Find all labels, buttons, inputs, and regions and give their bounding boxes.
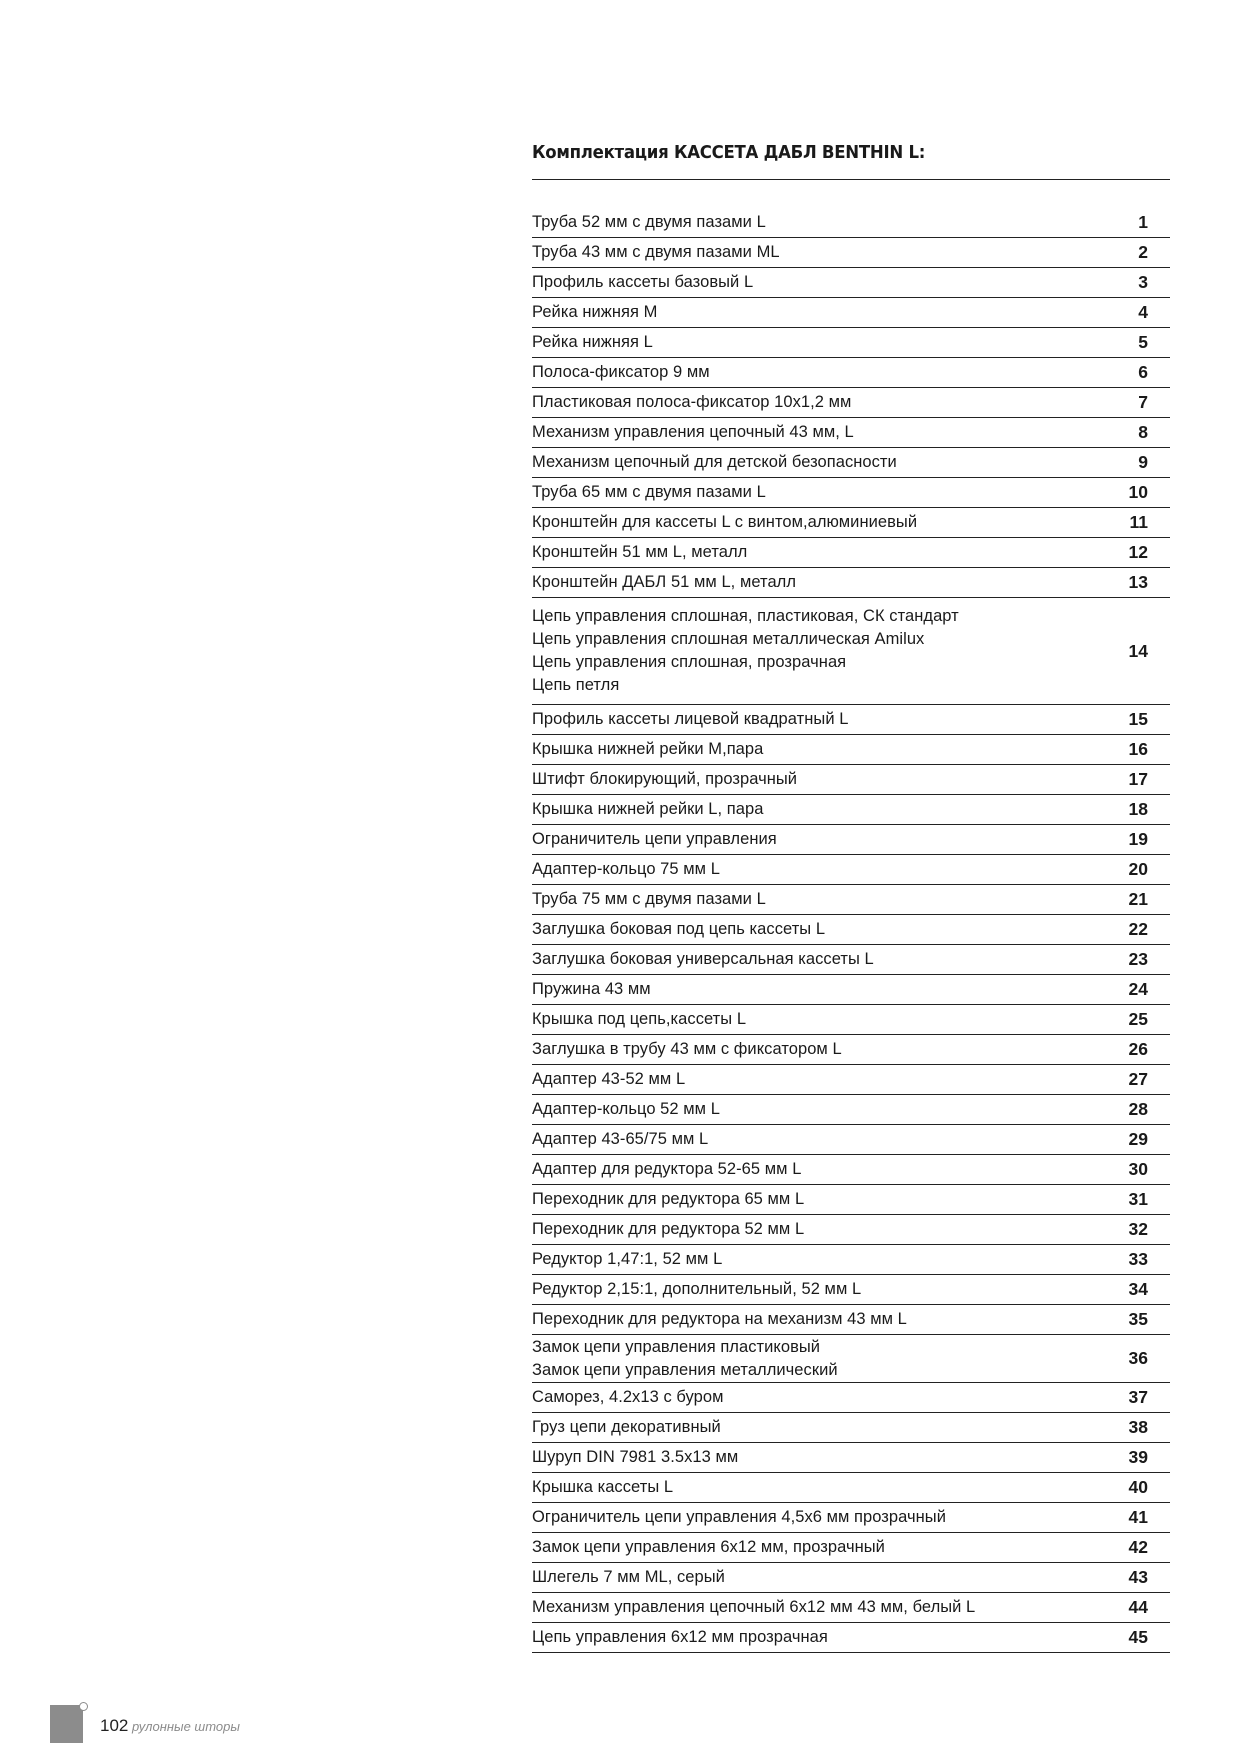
- list-item: [532, 1413, 1170, 1443]
- page-title: Комплектация КАССЕТА ДАБЛ BENTHIN L:: [532, 142, 926, 163]
- item-description: [532, 1128, 1088, 1151]
- item-description: [532, 1308, 1088, 1331]
- item-description-line: Саморез, 4.2х13 с буром: [532, 1388, 724, 1406]
- item-number: 39: [1128, 1447, 1148, 1467]
- item-description: [532, 1476, 1088, 1499]
- item-description-line: Груз цепи декоративный: [532, 1418, 721, 1436]
- item-description: [532, 1098, 1088, 1121]
- item-description-line: Редуктор 1,47:1, 52 мм L: [532, 1250, 723, 1268]
- item-description-line: Труба 43 мм с двумя пазами ML: [532, 243, 780, 261]
- item-number: 21: [1128, 889, 1148, 909]
- item-description-line: Профиль кассеты базовый L: [532, 273, 754, 291]
- item-number: 30: [1128, 1159, 1148, 1179]
- item-description: [532, 1536, 1088, 1559]
- item-number: 16: [1128, 739, 1148, 759]
- item-number: 14: [1128, 640, 1148, 661]
- item-description: [532, 708, 1088, 731]
- footer-marker: [50, 1705, 83, 1743]
- item-description-line: Кронштейн ДАБЛ 51 мм L, металл: [532, 573, 797, 591]
- item-description: [532, 1188, 1088, 1211]
- item-description: [532, 1248, 1088, 1271]
- item-description-line: Профиль кассеты лицевой квадратный L: [532, 710, 849, 728]
- list-item: [532, 855, 1170, 885]
- item-number: 22: [1128, 919, 1148, 939]
- item-number: 34: [1128, 1279, 1148, 1299]
- item-description: [532, 768, 1088, 791]
- item-description-line: Крышка кассеты L: [532, 1478, 674, 1496]
- item-description: [532, 571, 1088, 594]
- item-description-line: Пружина 43 мм: [532, 980, 651, 998]
- item-description-line: Рейка нижняя L: [532, 333, 653, 351]
- list-item: [532, 208, 1170, 238]
- item-description-line: Цепь управления 6х12 мм прозрачная: [532, 1628, 828, 1646]
- page-number: 102: [100, 1716, 129, 1735]
- components-list: [532, 208, 1170, 1653]
- item-description-line: Кронштейн 51 мм L, металл: [532, 543, 748, 561]
- item-number: 26: [1128, 1039, 1148, 1059]
- item-number: 24: [1128, 979, 1148, 999]
- item-description: [532, 241, 1088, 264]
- item-number: 36: [1128, 1348, 1148, 1368]
- item-description: [532, 511, 1088, 534]
- item-description: [532, 301, 1088, 324]
- item-number: 20: [1128, 859, 1148, 879]
- item-number: 9: [1138, 452, 1148, 472]
- item-description: [532, 918, 1088, 941]
- item-description: [532, 1626, 1088, 1649]
- item-description: [532, 541, 1088, 564]
- list-item: [532, 735, 1170, 765]
- item-number: 6: [1138, 362, 1148, 382]
- item-description: [532, 948, 1088, 971]
- list-item: [532, 598, 1170, 705]
- item-description-line: Шуруп DIN 7981 3.5х13 мм: [532, 1448, 739, 1466]
- item-description-line: Адаптер 43-65/75 мм L: [532, 1130, 709, 1148]
- list-item: [532, 1383, 1170, 1413]
- list-item: [532, 975, 1170, 1005]
- list-item: [532, 1125, 1170, 1155]
- item-description: [532, 481, 1088, 504]
- item-number: 10: [1128, 482, 1148, 502]
- item-description-line: Замок цепи управления металлический: [532, 1360, 838, 1379]
- item-description-line: Полоса-фиксатор 9 мм: [532, 363, 710, 381]
- list-item: [532, 388, 1170, 418]
- item-description: [532, 978, 1088, 1001]
- item-description: [532, 605, 1088, 697]
- list-item: [532, 1245, 1170, 1275]
- list-item: [532, 1335, 1170, 1383]
- item-description: [532, 421, 1088, 444]
- item-description-line: Шлегель 7 мм ML, серый: [532, 1568, 725, 1586]
- item-description-line: Переходник для редуктора на механизм 43 мм L: [532, 1310, 907, 1328]
- item-number: 1: [1138, 212, 1148, 232]
- item-description-line: Адаптер 43-52 мм L: [532, 1070, 686, 1088]
- item-description-line: Цепь управления сплошная, прозрачная: [532, 653, 847, 671]
- list-item: [532, 1593, 1170, 1623]
- item-description-line: Штифт блокирующий, прозрачный: [532, 770, 798, 788]
- list-item: [532, 268, 1170, 298]
- list-item: [532, 238, 1170, 268]
- item-number: 45: [1128, 1627, 1148, 1647]
- list-item: [532, 1215, 1170, 1245]
- item-description-line: Переходник для редуктора 52 мм L: [532, 1220, 805, 1238]
- item-description-line: Крышка нижней рейки L, пара: [532, 800, 764, 818]
- item-number: 28: [1128, 1099, 1148, 1119]
- item-description: [532, 1278, 1088, 1301]
- item-number: 8: [1138, 422, 1148, 442]
- item-number: 43: [1128, 1567, 1148, 1587]
- item-description-line: Механизм управления цепочный 43 мм, L: [532, 423, 854, 441]
- item-description: [532, 1008, 1088, 1031]
- item-description: [532, 1068, 1088, 1091]
- item-description-line: Рейка нижняя M: [532, 303, 658, 321]
- item-number: 35: [1128, 1309, 1148, 1329]
- item-number: 15: [1128, 709, 1148, 729]
- item-number: 25: [1128, 1009, 1148, 1029]
- item-description-line: Механизм цепочный для детской безопасности: [532, 453, 897, 471]
- list-item: [532, 705, 1170, 735]
- item-description-line: Крышка нижней рейки M,пара: [532, 740, 764, 758]
- item-number: 17: [1128, 769, 1148, 789]
- list-item: [532, 885, 1170, 915]
- item-description: [532, 211, 1088, 234]
- list-item: [532, 795, 1170, 825]
- item-number: 12: [1128, 542, 1148, 562]
- item-description-line: Труба 52 мм с двумя пазами L: [532, 213, 766, 231]
- list-item: [532, 1305, 1170, 1335]
- footer-marker-dot: [79, 1702, 88, 1711]
- item-description: [532, 828, 1088, 851]
- item-number: 13: [1128, 572, 1148, 592]
- item-number: 19: [1128, 829, 1148, 849]
- list-item: [532, 358, 1170, 388]
- item-number: 33: [1128, 1249, 1148, 1269]
- list-item: [532, 945, 1170, 975]
- item-description: [532, 1336, 1088, 1382]
- item-description-line: Адаптер для редуктора 52-65 мм L: [532, 1160, 802, 1178]
- item-number: 29: [1128, 1129, 1148, 1149]
- item-description: [532, 1218, 1088, 1241]
- item-description-line: Труба 75 мм с двумя пазами L: [532, 890, 766, 908]
- list-item: [532, 1095, 1170, 1125]
- list-item: [532, 1503, 1170, 1533]
- item-description-line: Адаптер-кольцо 75 мм L: [532, 860, 720, 878]
- list-item: [532, 1563, 1170, 1593]
- list-item: [532, 418, 1170, 448]
- item-description: [532, 1506, 1088, 1529]
- item-number: 40: [1128, 1477, 1148, 1497]
- item-description: [532, 1596, 1088, 1619]
- item-description-line: Крышка под цепь,кассеты L: [532, 1010, 747, 1028]
- item-description-line: Цепь управления сплошная металлическая Amilux: [532, 630, 925, 648]
- item-description: [532, 798, 1088, 821]
- list-item: [532, 538, 1170, 568]
- item-description: [532, 451, 1088, 474]
- item-description: [532, 1416, 1088, 1439]
- list-item: [532, 1533, 1170, 1563]
- list-item: [532, 1035, 1170, 1065]
- item-description: [532, 738, 1088, 761]
- list-item: [532, 478, 1170, 508]
- item-description-line: Адаптер-кольцо 52 мм L: [532, 1100, 720, 1118]
- list-item: [532, 1443, 1170, 1473]
- item-description-line: Механизм управления цепочный 6х12 мм 43 мм, белый L: [532, 1598, 976, 1616]
- item-description: [532, 1446, 1088, 1469]
- item-description-line: Замок цепи управления 6х12 мм, прозрачный: [532, 1538, 885, 1556]
- item-number: 4: [1138, 302, 1148, 322]
- item-description-line: Переходник для редуктора 65 мм L: [532, 1190, 805, 1208]
- list-item: [532, 915, 1170, 945]
- item-description: [532, 1038, 1088, 1061]
- item-number: 23: [1128, 949, 1148, 969]
- item-description: [532, 331, 1088, 354]
- item-number: 3: [1138, 272, 1148, 292]
- list-item: [532, 825, 1170, 855]
- item-number: 18: [1128, 799, 1148, 819]
- list-item: [532, 1473, 1170, 1503]
- item-description-line: Пластиковая полоса-фиксатор 10х1,2 мм: [532, 393, 852, 411]
- item-description: [532, 391, 1088, 414]
- item-description-line: Цепь петля: [532, 676, 620, 694]
- item-description: [532, 1386, 1088, 1409]
- item-description-line: Редуктор 2,15:1, дополнительный, 52 мм L: [532, 1280, 862, 1298]
- list-item: [532, 1623, 1170, 1653]
- list-item: [532, 568, 1170, 598]
- item-description-line: Ограничитель цепи управления 4,5х6 мм прозрачный: [532, 1508, 946, 1526]
- list-item: [532, 508, 1170, 538]
- list-item: [532, 448, 1170, 478]
- section-name: рулонные шторы: [132, 1719, 240, 1734]
- item-description-line: Замок цепи управления пластиковый: [532, 1337, 821, 1356]
- item-number: 2: [1138, 242, 1148, 262]
- item-description-line: Ограничитель цепи управления: [532, 830, 777, 848]
- item-number: 44: [1128, 1597, 1148, 1617]
- item-description-line: Кронштейн для кассеты L с винтом,алюминиевый: [532, 513, 918, 531]
- item-number: 37: [1128, 1387, 1148, 1407]
- list-item: [532, 1185, 1170, 1215]
- item-description: [532, 858, 1088, 881]
- item-description-line: Труба 65 мм с двумя пазами L: [532, 483, 766, 501]
- item-description-line: Заглушка боковая универсальная кассеты L: [532, 950, 874, 968]
- list-item: [532, 1065, 1170, 1095]
- item-description: [532, 1158, 1088, 1181]
- list-item: [532, 1155, 1170, 1185]
- item-number: 41: [1128, 1507, 1148, 1527]
- title-divider: [532, 179, 1170, 180]
- item-number: 38: [1128, 1417, 1148, 1437]
- item-description: [532, 271, 1088, 294]
- item-description-line: Цепь управления сплошная, пластиковая, СК стандарт: [532, 607, 959, 625]
- item-description-line: Заглушка боковая под цепь кассеты L: [532, 920, 826, 938]
- list-item: [532, 1005, 1170, 1035]
- list-item: [532, 298, 1170, 328]
- list-item: [532, 328, 1170, 358]
- item-number: 32: [1128, 1219, 1148, 1239]
- item-number: 7: [1138, 392, 1148, 412]
- item-description: [532, 888, 1088, 911]
- list-item: [532, 1275, 1170, 1305]
- item-number: 27: [1128, 1069, 1148, 1089]
- item-number: 42: [1128, 1537, 1148, 1557]
- list-item: [532, 765, 1170, 795]
- item-description: [532, 361, 1088, 384]
- item-description: [532, 1566, 1088, 1589]
- item-number: 5: [1138, 332, 1148, 352]
- item-number: 11: [1129, 512, 1148, 532]
- item-description-line: Заглушка в трубу 43 мм с фиксатором L: [532, 1040, 842, 1058]
- item-number: 31: [1128, 1189, 1148, 1209]
